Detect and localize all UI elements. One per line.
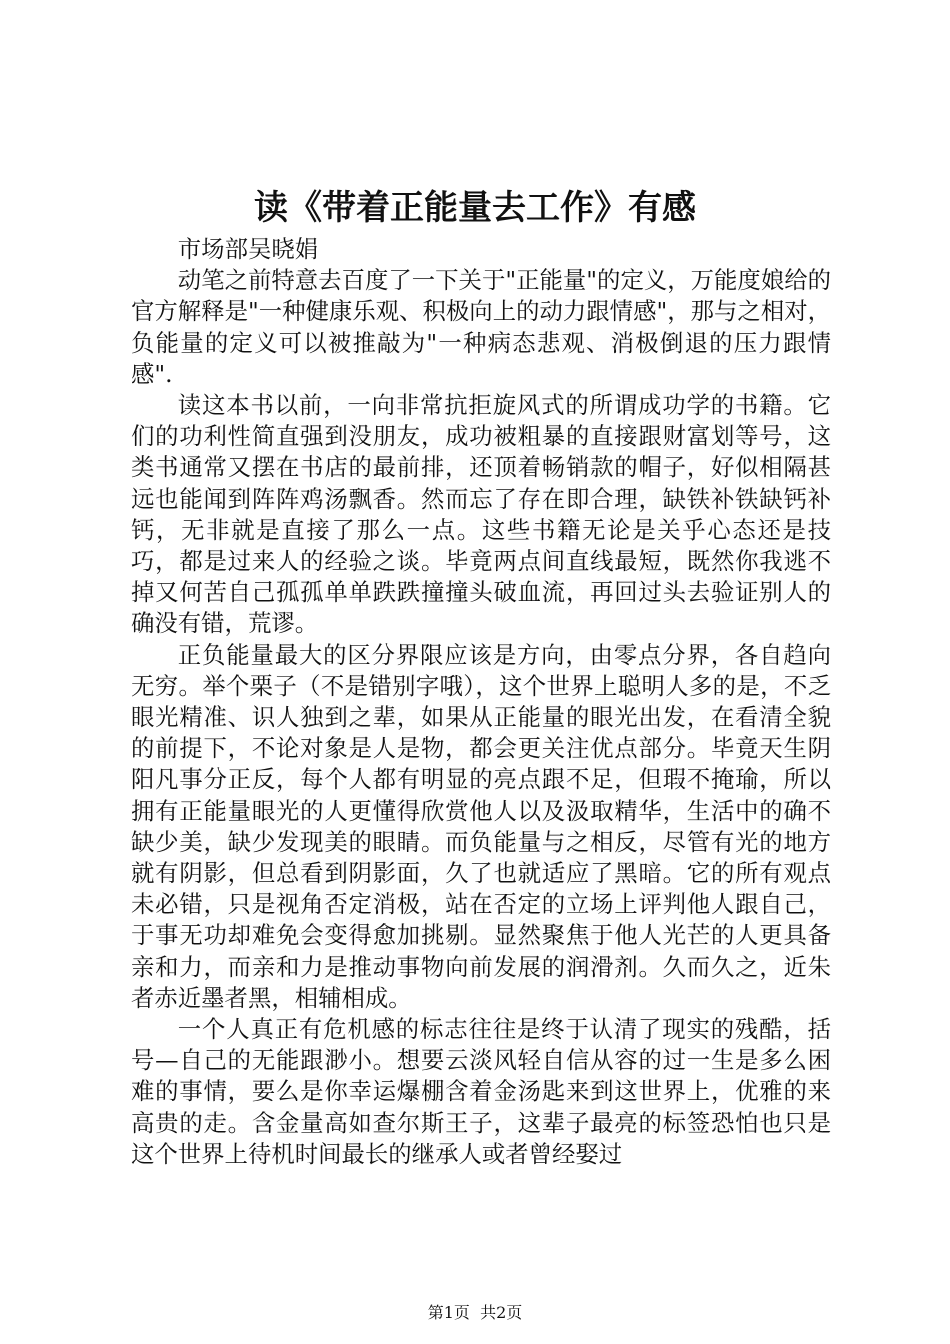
author-line: 市场部吴晓娟: [177, 235, 319, 263]
paragraph: 动笔之前特意去百度了一下关于"正能量"的定义，万能度娘给的官方解释是"一种健康乐观、积极向上的动力跟情感"，那与之相对，负能量的定义可以被推敲为"一种病态悲观、消极倒退的压力跟情感".: [131, 266, 831, 388]
page-footer: [0, 1303, 950, 1323]
paragraph: 正负能量最大的区分界限应该是方向，由零点分界，各自趋向无穷。举个栗子（不是错别字哦），这个世界上聪明人多的是，不乏眼光精准、识人独到之辈，如果从正能量的眼光出发，在看清全貌的前提下，不论对象是人是物，都会更关注优点部分。毕竟天生阴阳凡事分正反，每个人都有明显的亮点跟不足，但瑕不掩瑜，所以拥有正能量眼光的人更懂得欣赏他人以及汲取精华，生活中的确不缺少美，缺少发现美的眼睛。而负能量与之相反，尽管有光的地方就有阴影，但总看到阴影面，久了也就适应了黑暗。它的所有观点未必错，只是视角否定消极，站在否定的立场上评判他人跟自己，于事无功却难免会变得愈加挑剔。显然聚焦于他人光芒的人更具备亲和力，而亲和力是推动事物向前发展的润滑剂。久而久之，近朱者赤近墨者黑，相辅相成。: [131, 640, 831, 1012]
document-body: [131, 234, 831, 1170]
paragraph: 读这本书以前，一向非常抗拒旋风式的所谓成功学的书籍。它们的功利性简直强到没朋友，成功被粗暴的直接跟财富划等号，这类书通常又摆在书店的最前排，还顶着畅销款的帽子，好似相隔甚远也能闻到阵阵鸡汤飘香。然而忘了存在即合理，缺铁补铁缺钙补钙，无非就是直接了那么一点。这些书籍无论是关乎心态还是技巧，都是过来人的经验之谈。毕竟两点间直线最短，既然你我逃不掉又何苦自己孤孤单单跌跌撞撞头破血流，再回过头去验证别人的确没有错，荒谬。: [131, 391, 831, 638]
paragraph: 一个人真正有危机感的标志往往是终于认清了现实的残酷，括号—自己的无能跟渺小。想要云淡风轻自信从容的过一生是多么困难的事情，要么是你幸运爆棚含着金汤匙来到这世界上，优雅的来高贵的走。含金量高如查尔斯王子，这辈子最亮的标签恐怕也只是这个世界上待机时间最长的继承人或者曾经娶过: [131, 1015, 831, 1168]
page-number: 第1页 共2页: [427, 1303, 523, 1322]
document-title: 读《带着正能量去工作》有感: [254, 188, 696, 228]
